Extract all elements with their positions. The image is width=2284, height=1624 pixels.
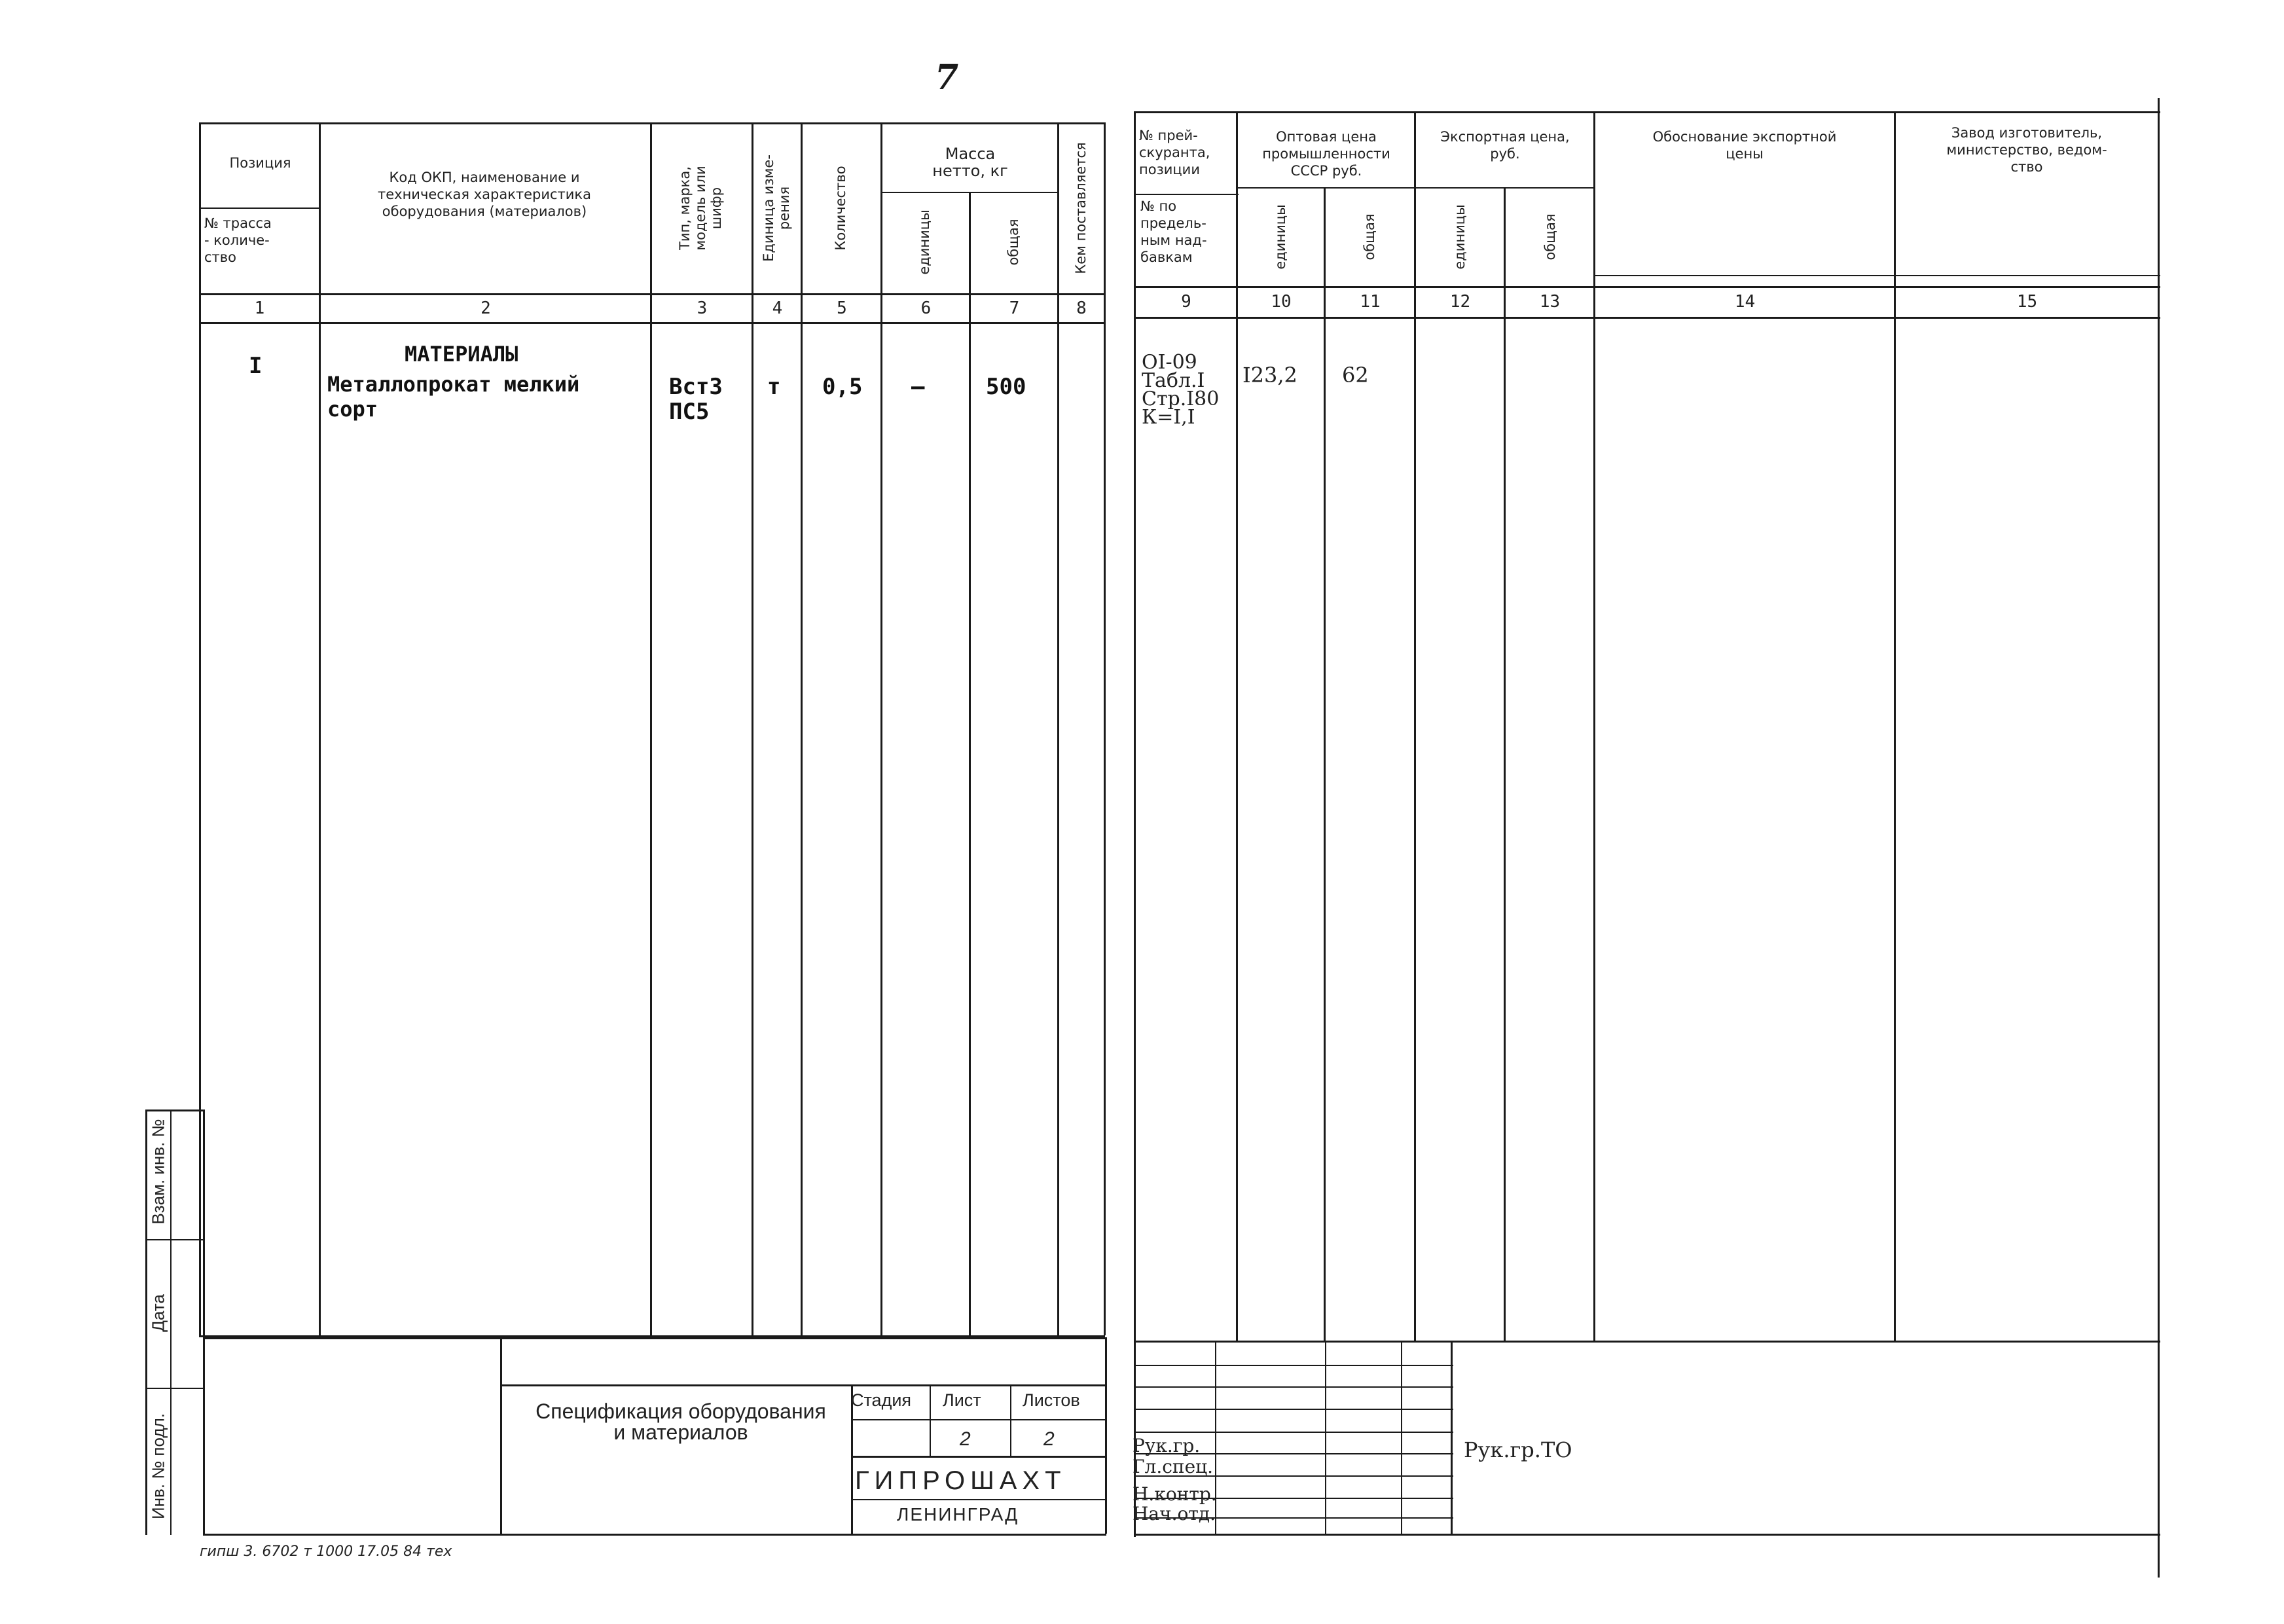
row-wholesale-unit: I23,2 xyxy=(1242,363,1297,388)
header-mass: Масса нетто, кг xyxy=(932,145,1008,180)
col-number: 13 xyxy=(1539,292,1561,312)
sheets-value: 2 xyxy=(1043,1428,1055,1450)
header-pricelist: № прей- скуранта, позиции xyxy=(1139,128,1210,177)
section-title: МАТЕРИАЛЫ xyxy=(405,342,518,367)
sheet-value: 2 xyxy=(960,1428,971,1450)
header-wholesale-unit: единицы xyxy=(1273,204,1288,270)
col-number: 3 xyxy=(697,298,708,318)
row-unit: т xyxy=(767,374,781,400)
header-code: Код ОКП, наименование и техническая характеристика оборудования (материалов) xyxy=(378,170,591,219)
header-export-total: общая xyxy=(1542,213,1558,261)
sheets-label: Листов xyxy=(1023,1390,1080,1410)
header-mass-unit: единицы xyxy=(916,209,932,275)
col-number: 1 xyxy=(254,298,265,318)
header-position-sub: № трасса - количе- ство xyxy=(204,215,272,265)
stage-label: Стадия xyxy=(851,1390,912,1410)
col-number: 9 xyxy=(1181,292,1191,312)
role-gl-spec: Гл.спец. xyxy=(1133,1456,1214,1477)
header-export: Экспортная цена, руб. xyxy=(1440,129,1570,162)
side-date: Дата xyxy=(148,1294,168,1332)
col-number: 14 xyxy=(1734,292,1756,312)
header-wholesale: Оптовая цена промышленности СССР руб. xyxy=(1262,129,1390,179)
sheet-label: Лист xyxy=(943,1390,981,1410)
col-number: 5 xyxy=(837,298,847,318)
row-name: Металлопрокат мелкий сорт xyxy=(327,372,580,422)
header-quantity: Количество xyxy=(833,166,848,251)
col-number: 2 xyxy=(480,298,491,318)
row-quantity: 0,5 xyxy=(822,374,863,400)
row-mass-unit: – xyxy=(911,374,925,400)
header-pricelist-sub: № по предель- ным над- бавкам xyxy=(1140,198,1207,265)
col-number: 15 xyxy=(2016,292,2038,312)
approval-note: Рук.гр.ТО xyxy=(1464,1437,1572,1462)
header-export-basis: Обоснование экспортной цены xyxy=(1652,129,1837,162)
role-n-kontr: Н.контр. xyxy=(1133,1483,1217,1505)
col-number: 10 xyxy=(1271,292,1292,312)
header-unit: Единица изме- рения xyxy=(761,154,792,262)
col-number: 6 xyxy=(920,298,932,318)
col-number: 12 xyxy=(1449,292,1471,312)
role-ruk-gr: Рук.гр. xyxy=(1133,1435,1201,1456)
header-type: Тип, марка, модель или шифр xyxy=(677,166,724,251)
side-inv: Инв. № подл. xyxy=(148,1413,168,1519)
row-position: I xyxy=(249,353,263,379)
header-mass-total: общая xyxy=(1006,219,1021,266)
side-vzam: Взам. инв. № xyxy=(148,1119,168,1225)
col-number: 8 xyxy=(1076,298,1087,318)
header-supplier: Кем поставляется xyxy=(1073,142,1089,274)
header-wholesale-total: общая xyxy=(1362,213,1377,261)
header-position: Позиция xyxy=(229,155,291,171)
footer-stamp: гипш 3. 6702 т 1000 17.05 84 тех xyxy=(200,1543,452,1560)
role-nach-otd: Нач.отд. xyxy=(1133,1503,1216,1525)
organization: ГИПРОШАХТ xyxy=(855,1466,1066,1495)
city: ЛЕНИНГРАД xyxy=(897,1504,1019,1525)
col-number: 11 xyxy=(1360,292,1381,312)
col-number: 4 xyxy=(772,298,783,318)
row-type: Вст3 ПС5 xyxy=(669,374,723,425)
document-title: Спецификация оборудования и материалов xyxy=(535,1399,826,1444)
page-number: 7 xyxy=(935,58,959,98)
row-pricelist: ОI-09 Табл.I Стр.I80 К=I,I xyxy=(1142,351,1220,429)
header-export-unit: единицы xyxy=(1452,204,1468,270)
col-number: 7 xyxy=(1009,298,1020,318)
header-manufacturer: Завод изготовитель, министерство, ведом- ство xyxy=(1946,125,2107,175)
row-mass-total: 500 xyxy=(986,374,1026,400)
row-wholesale-total: 62 xyxy=(1342,363,1369,388)
